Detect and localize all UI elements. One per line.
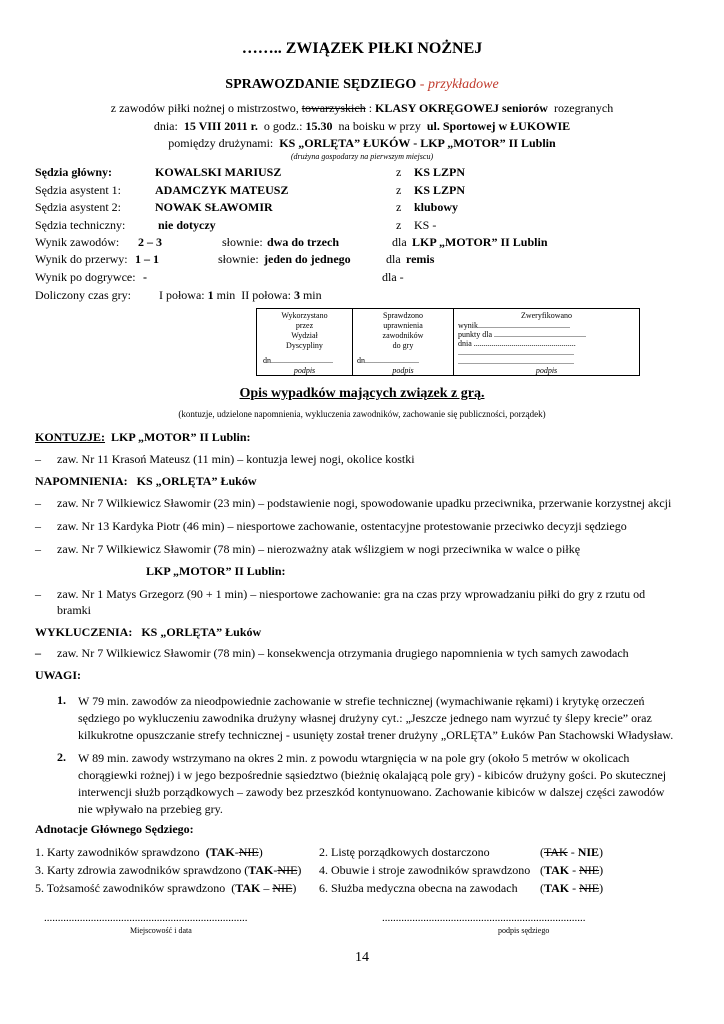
annotation-text: 1. Karty zawodników sprawdzono [35,845,200,859]
answer-yes: TAK [235,881,261,895]
remark-1-line-3: kilkukrotne opuszczanie strefy technicznej - usunięty został trener drużyny „ORLĘTA” Łuków Pan Stachowski Władysław. [78,728,674,742]
remark-2-line-1: W 89 min. zawody wstrzymano na okres 2 min. z powodu wtargnięcia w na pole gry (około 5 metrów w okolicach [78,751,630,765]
annotation-2 [319,845,490,860]
caution-item [35,496,671,511]
report-dash: - [419,77,425,92]
discipline-signature: podpis [293,366,316,375]
cautions-team-home: KS „ORLĘTA” Łuków [136,474,257,488]
answer-yes: TAK [544,881,570,895]
answer-separator: - [234,845,239,859]
played-text: rozegranych [553,101,614,115]
match-teams: KS „ORLĘTA” ŁUKÓW - LKP „MOTOR” II Lublin [279,136,556,150]
sendoffs-label: WYKLUCZENIA: [35,625,133,639]
first-half-label: I połowa: [158,288,205,302]
answer-yes: TAK [544,863,570,877]
eligibility-line-2: uprawnienia [383,321,423,330]
remark-2-line-2: chorągiewki rożnej) i w jego bezpośrednie sąsiedztwo (bieżnię okalającą pole gry) - kibiców drużyny gości. Po skutecznej [78,768,667,782]
first-half-added: 1 [207,288,214,302]
verification-title: Zweryfikowano [520,311,573,320]
list-dash: – [35,587,41,601]
final-winner: LKP „MOTOR” II Lublin [412,235,548,249]
discipline-date: dn............................... [263,356,333,365]
remark-number-1: 1. [57,693,66,707]
annotation-4 [319,863,530,878]
answer-no-struck: NIE [277,863,298,877]
match-type-text: z zawodów piłki nożnej o mistrzostwo, [110,101,299,115]
assistant1-label: Sędzia asystent 1: [35,183,121,197]
extra-time-label: Wynik po dogrywce: [35,270,136,284]
annotation-text: 4. Obuwie i stroje zawodników sprawdzono [319,863,531,877]
caution-item [35,587,645,602]
list-dash: – [35,646,41,660]
injury-text: zaw. Nr 11 Krasoń Mateusz (11 min) – kontuzja lewej nogi, okolice kostki [57,452,415,466]
remark-1 [78,693,673,744]
answer-no-struck: NIE [579,881,600,895]
caution-item [35,542,580,557]
page-number: 14 [355,950,369,965]
remark-2 [78,750,666,818]
annotation-4-answer [540,863,603,878]
assistant2-name: NOWAK SŁAWOMIR [155,200,273,214]
paren-close: ) [258,845,263,859]
sendoffs-header [35,625,261,640]
assistant1-from: z [396,183,402,197]
answer-no-struck: NIE [579,863,600,877]
match-time: 15.30 [305,119,333,133]
extra-time-winner: dla - [382,270,404,284]
incidents-heading: Opis wypadków mających związek z grą. [239,386,485,401]
half-words-label: słownie: [218,252,259,266]
verification-date: dnia ................................................... [458,339,576,348]
discipline-line-1: Wykorzystano [281,311,328,320]
annotations-label: Adnotacje Głównego Sędziego: [35,822,194,836]
answer-separator: - [572,863,577,877]
answer-separator: – [263,881,270,895]
teams-label: pomiędzy drużynami: [168,136,274,150]
colon: : [368,101,373,115]
date-label: dnia: [153,119,178,133]
annotation-3 [35,863,301,878]
paren-open: ( [540,881,544,895]
signature-caption: podpis sędziego [498,926,550,935]
answer-no-struck: NIE [272,881,293,895]
caution-text: zaw. Nr 7 Wilkiewicz Sławomir (23 min) – podstawienie nogi, spowodowanie upadku przeciwnika, przerwanie korzystnej akcji [57,496,672,510]
discipline-line-4: Dyscypliny [286,341,323,350]
assistant1-org: KS LZPN [414,183,466,197]
annotation-1 [35,845,263,860]
list-dash: – [35,496,41,510]
technical-from: z [396,218,402,232]
injury-item [35,452,415,467]
annotation-text: 2. Listę porządkowych dostarczono [319,845,490,859]
eligibility-line-4: do gry [392,341,414,350]
paren-close: ) [599,863,604,877]
paren-open: ( [231,881,236,895]
report-title: SPRAWOZDANIE SĘDZIEGO [225,77,417,92]
paren-open: ( [205,845,210,859]
verification-column [454,309,639,375]
remark-1-line-2: sędziego po wykluczeniu zawodnika drużyny własnej drużyny cyt.: „Jeszcze jednego nam wyrzuć ty ślepy krecie” oraz [78,711,652,725]
report-sample-label: przykładowe [427,77,499,92]
verification-signature: podpis [535,366,558,375]
referee-label: Sędzia główny: [35,165,113,179]
caution-text: zaw. Nr 7 Wilkiewicz Sławomir (78 min) – nierozważny atak wślizgiem w nogi przeciwnika w walce o piłkę [57,542,581,556]
assistant2-label: Sędzia asystent 2: [35,200,121,214]
caution-text: zaw. Nr 1 Matys Grzegorz (90 + 1 min) – niesportowe zachowanie: gra na czas przy wprowadzaniu piłki do gry z rzutu od [57,587,646,601]
paren-open: ( [244,863,249,877]
half-words: jeden do jednego [264,252,351,266]
paren-close: ) [292,881,297,895]
verification-blank-1: .......................................................... [458,348,574,357]
cautions-team-away: LKP „MOTOR” II Lublin: [146,564,286,578]
answer-no: NIE [577,845,600,859]
incidents-subheading: (kontuzje, udzielone napomnienia, wykluczenia zawodników, zachowanie się publiczności, porządek) [178,409,546,419]
half-score-label: Wynik do przerwy: [35,252,128,266]
match-info-line-2 [0,119,724,134]
half-score: 1 – 1 [135,252,159,266]
extra-time-score: - [143,270,147,284]
referee-name: KOWALSKI MARIUSZ [155,165,282,179]
half-for-label: dla [386,252,401,266]
place-date-dotted-line: .......................................................................... [44,912,248,924]
list-dash: – [35,452,41,466]
annotation-text: 3. Karty zdrowia zawodników sprawdzono [35,863,242,877]
sendoff-text: zaw. Nr 7 Wilkiewicz Sławomir (78 min) – konsekwencja otrzymania drugiego napomnienia w tych samych zawodach [57,646,629,660]
technical-label: Sędzia techniczny: [35,218,126,232]
report-title-line [0,77,724,93]
verification-blank-2: .......................................................... [458,357,574,366]
eligibility-line-3: zawodników [382,331,424,340]
answer-no-struck: NIE [238,845,259,859]
paren-close: ) [599,881,604,895]
answer-yes: TAK [248,863,274,877]
cautions-header [35,474,256,489]
annotation-2-answer [540,845,603,860]
annotation-6 [319,881,518,896]
place-date-caption: Miejscowość i data [130,926,192,935]
remark-2-line-3: interwencji służb porządkowych – zawody bez przeszkód kontynuowano. Zachowanie kibiców w dalszej części zawodów [78,785,665,799]
answer-yes: TAK [209,845,235,859]
remark-2-line-4: nie wpływało na przebieg gry. [78,802,223,816]
match-date: 15 VIII 2011 r. [183,119,258,133]
paren-close: ) [599,845,604,859]
annotation-5 [35,881,296,896]
referee-from: z [396,165,402,179]
half-winner: remis [406,252,435,266]
injuries-label: KONTUZJE: [35,430,106,444]
sendoffs-team: KS „ORLĘTA” Łuków [141,625,262,639]
match-type-struck: towarzyskich [301,101,366,115]
match-info-line-3 [0,136,724,151]
discipline-column [257,309,353,375]
eligibility-line-1: Sprawdzono [383,311,423,320]
injuries-header [35,430,251,445]
time-label: o godz.: [263,119,303,133]
assistant1-name: ADAMCZYK MATEUSZ [155,183,289,197]
final-score: 2 – 3 [138,235,162,249]
final-score-label: Wynik zawodów: [35,235,120,249]
list-dash: – [35,519,41,533]
home-team-note: (drużyna gospodarzy na pierwszym miejscu) [290,152,434,161]
signature-dotted-line: .......................................................................... [382,912,586,924]
referee-org: KS LZPN [414,165,466,179]
annotation-6-answer [540,881,603,896]
remarks-label: UWAGI: [35,668,82,682]
assistant2-org: klubowy [414,200,459,214]
match-info-line-1 [0,101,724,116]
final-words-label: słownie: [222,235,263,249]
caution-text: zaw. Nr 13 Kardyka Piotr (46 min) – niesportowe zachowanie, ostentacyjne protestowanie przeciwko decyzji sędziego [57,519,627,533]
eligibility-signature: podpis [392,366,414,375]
answer-separator: - [572,881,577,895]
added-time-label: Doliczony czas gry: [35,288,131,302]
paren-open: ( [540,863,544,877]
remark-1-line-1: W 79 min. zawodów za nieodpowiednie zachowanie w strefie technicznej (wymachiwanie rękami) i krytykę orzeczeń [78,694,645,708]
paren-open: ( [540,845,544,859]
match-venue: ul. Sportowej w ŁUKOWIE [426,119,571,133]
technical-name: nie dotyczy [158,218,216,232]
discipline-line-2: przez [295,321,314,330]
venue-label: na boisku w przy [338,119,421,133]
caution-text-continued: bramki [57,603,91,617]
remark-number-2: 2. [57,750,66,764]
injuries-team: LKP „MOTOR” II Lublin: [111,430,251,444]
verification-result: wynik.............................................. [458,321,570,330]
added-time-line [35,288,322,303]
final-words: dwa do trzech [267,235,339,249]
technical-org: KS - [414,218,437,232]
second-half-added: 3 [293,288,300,302]
league-name: KLASY OKRĘGOWEJ seniorów [375,101,548,115]
annotation-text: 5. Tożsamość zawodników sprawdzono [35,881,226,895]
second-half-label: II połowa: [241,288,291,302]
sendoff-item [35,646,629,661]
caution-item [35,519,627,534]
answer-separator: - [273,863,278,877]
final-for-label: dla [392,235,407,249]
cautions-label: NAPOMNIENIA: [35,474,128,488]
second-half-unit: min [302,288,322,302]
eligibility-column [353,309,454,375]
eligibility-date: dn........................... [357,356,419,365]
annotation-text: 6. Służba medyczna obecna na zawodach [319,881,518,895]
verification-points: punkty dla .............................................. [458,330,586,339]
official-verification-box [256,308,640,376]
answer-yes-struck: TAK [544,845,568,859]
first-half-unit: min [216,288,236,302]
paren-close: ) [297,863,302,877]
association-title: …….. ZWIĄZEK PIŁKI NOŻNEJ [241,40,483,57]
discipline-line-3: Wydział [291,331,318,340]
assistant2-from: z [396,200,402,214]
answer-separator: - [570,845,575,859]
list-dash: – [35,542,41,556]
